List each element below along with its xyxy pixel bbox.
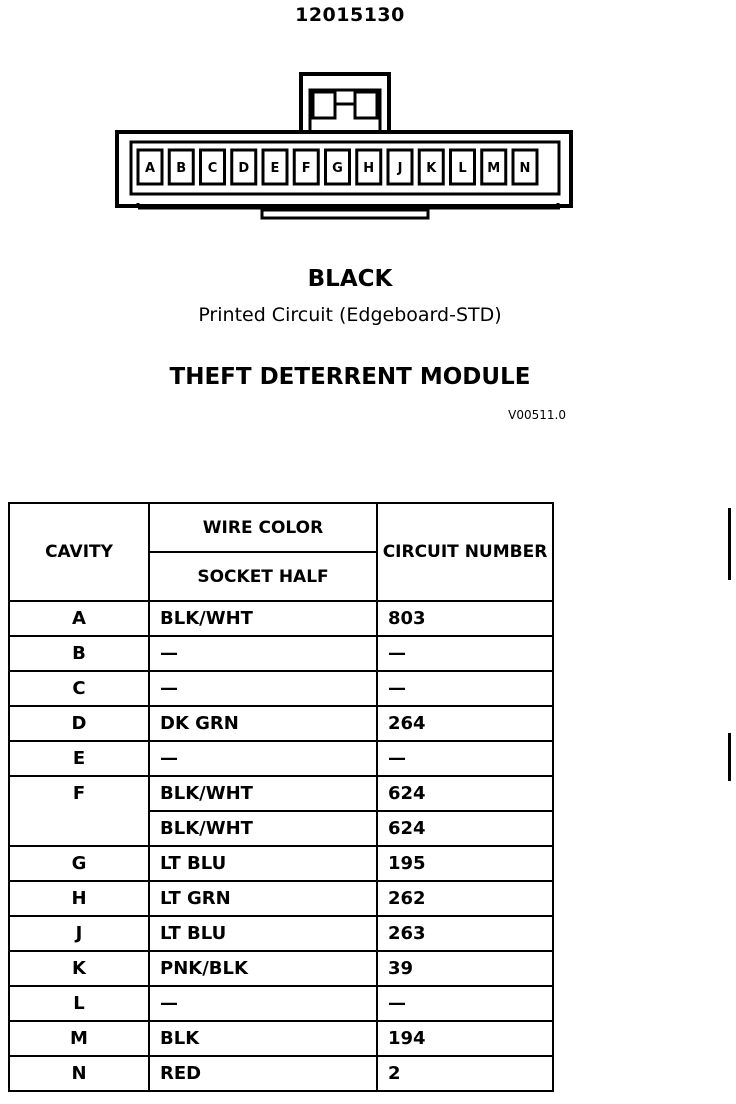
- circuit-number-cell: 624: [377, 776, 553, 811]
- circuit-number-cell: 195: [377, 846, 553, 881]
- table-row: [9, 776, 553, 811]
- cavity-cell: L: [9, 986, 149, 1021]
- circuit-number-cell: —: [377, 671, 553, 706]
- cavity-letter-l: L: [458, 161, 467, 176]
- cavity-cell: N: [9, 1056, 149, 1091]
- header-cavity: CAVITY: [9, 503, 149, 601]
- wire-table: [8, 502, 554, 1092]
- table-row: [9, 951, 553, 986]
- cavity-letter-g: G: [332, 161, 343, 176]
- wire-color-cell: —: [149, 636, 377, 671]
- cavity-cell: B: [9, 636, 149, 671]
- wire-color-cell: LT BLU: [149, 846, 377, 881]
- circuit-number-cell: 262: [377, 881, 553, 916]
- table-row: [9, 636, 553, 671]
- cavity-letter-e: E: [270, 161, 280, 176]
- table-row: [9, 916, 553, 951]
- circuit-number-cell: —: [377, 741, 553, 776]
- table-row: [9, 671, 553, 706]
- circuit-number-cell: 39: [377, 951, 553, 986]
- part-number: 12015130: [295, 4, 405, 26]
- header-wire-color: WIRE COLOR: [149, 503, 377, 552]
- cavity-cell: A: [9, 601, 149, 636]
- circuit-number-cell: 803: [377, 601, 553, 636]
- wire-color-cell: DK GRN: [149, 706, 377, 741]
- wire-color-cell: —: [149, 671, 377, 706]
- circuit-number-cell: —: [377, 986, 553, 1021]
- table-body: [9, 601, 553, 1091]
- table-row: [9, 986, 553, 1021]
- circuit-number-cell: 624: [377, 811, 553, 846]
- connector-diagram: [0, 0, 736, 240]
- table-row: [9, 741, 553, 776]
- cavity-cell: J: [9, 916, 149, 951]
- circuit-number-cell: 2: [377, 1056, 553, 1091]
- cavity-letter-a: A: [144, 161, 156, 176]
- margin-mark: [728, 733, 731, 781]
- cavity-letter-j: J: [397, 161, 403, 176]
- cavity-cell: E: [9, 741, 149, 776]
- cavity-letter-b: B: [176, 161, 187, 176]
- cavity-letter-m: M: [487, 161, 501, 176]
- connector-type: Printed Circuit (Edgeboard-STD): [198, 304, 502, 326]
- table-row: [9, 881, 553, 916]
- header-socket-half: SOCKET HALF: [149, 552, 377, 601]
- wire-color-cell: —: [149, 741, 377, 776]
- table-row: [9, 1056, 553, 1091]
- cavity-cell: M: [9, 1021, 149, 1056]
- circuit-number-cell: 263: [377, 916, 553, 951]
- wire-color-cell: BLK/WHT: [149, 776, 377, 811]
- cavity-letter-n: N: [519, 161, 531, 176]
- cavity-letter-c: C: [207, 161, 218, 176]
- cavity-letter-k: K: [426, 161, 437, 176]
- table-row: [9, 1021, 553, 1056]
- cavity-cell: C: [9, 671, 149, 706]
- wire-color-cell: —: [149, 986, 377, 1021]
- wire-color-cell: BLK: [149, 1021, 377, 1056]
- cavity-letter-f: F: [301, 161, 311, 176]
- circuit-number-cell: 194: [377, 1021, 553, 1056]
- wire-color-cell: LT GRN: [149, 881, 377, 916]
- circuit-number-cell: —: [377, 636, 553, 671]
- cavity-letter-d: D: [238, 161, 250, 176]
- figure-code: V00511.0: [508, 408, 566, 422]
- header-circuit-number: CIRCUIT NUMBER: [377, 503, 553, 601]
- table-row: [9, 706, 553, 741]
- connector-latch: [301, 74, 389, 132]
- table-row: [9, 601, 553, 636]
- wire-color-cell: RED: [149, 1056, 377, 1091]
- cavity-cell: H: [9, 881, 149, 916]
- wire-color-cell: BLK/WHT: [149, 811, 377, 846]
- wire-color-cell: LT BLU: [149, 916, 377, 951]
- module-title: THEFT DETERRENT MODULE: [169, 364, 531, 390]
- circuit-number-cell: 264: [377, 706, 553, 741]
- cavity-letter-h: H: [363, 161, 375, 176]
- connector-color: BLACK: [307, 266, 393, 292]
- cavity-cell: D: [9, 706, 149, 741]
- cavity-cell: F: [9, 776, 149, 846]
- cavity-cell: G: [9, 846, 149, 881]
- cavity-cell: K: [9, 951, 149, 986]
- wire-color-cell: BLK/WHT: [149, 601, 377, 636]
- margin-mark: [728, 508, 731, 580]
- wire-color-cell: PNK/BLK: [149, 951, 377, 986]
- table-row: [9, 846, 553, 881]
